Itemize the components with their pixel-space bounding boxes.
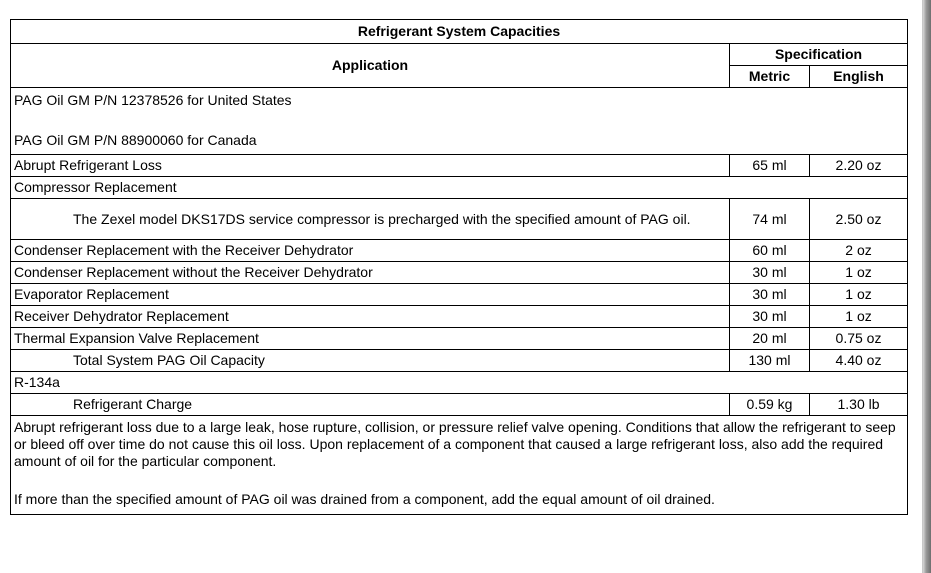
row-english: 2.20 oz [810, 155, 908, 177]
row-metric: 65 ml [730, 155, 810, 177]
pag-oil-canada: PAG Oil GM P/N 88900060 for Canada [14, 132, 257, 148]
table-title-row [11, 20, 908, 44]
metric-header: Metric [730, 66, 810, 88]
row-application: Thermal Expansion Valve Replacement [11, 328, 730, 350]
table-row [11, 262, 908, 284]
row-english: 2.50 oz [810, 199, 908, 240]
table-title: Refrigerant System Capacities [11, 20, 908, 44]
row-metric: 30 ml [730, 306, 810, 328]
row-application: Compressor Replacement [11, 177, 908, 199]
header-row [11, 44, 908, 66]
row-english: 2 oz [810, 240, 908, 262]
row-metric: 130 ml [730, 350, 810, 372]
table-row [11, 177, 908, 199]
row-application: Condenser Replacement with the Receiver Dehydrator [11, 240, 730, 262]
pag-oil-row [11, 88, 908, 155]
row-english: 1 oz [810, 306, 908, 328]
refrigerant-capacities-table [10, 19, 908, 515]
table-row [11, 394, 908, 416]
row-application: Evaporator Replacement [11, 284, 730, 306]
table-row [11, 284, 908, 306]
row-english: 1.30 lb [810, 394, 908, 416]
note-drained-oil: If more than the specified amount of PAG oil was drained from a component, add the equal amount of oil drained. [14, 491, 715, 507]
table-row [11, 328, 908, 350]
row-application: Total System PAG Oil Capacity [11, 350, 730, 372]
pag-oil-us: PAG Oil GM P/N 12378526 for United States [14, 92, 292, 108]
table-row [11, 350, 908, 372]
english-header: English [810, 66, 908, 88]
row-english: 4.40 oz [810, 350, 908, 372]
row-english: 0.75 oz [810, 328, 908, 350]
specification-header: Specification [730, 44, 908, 66]
notes-row [11, 416, 908, 515]
row-application: The Zexel model DKS17DS service compressor is precharged with the specified amount of PAG oil. [11, 199, 730, 240]
table-row [11, 306, 908, 328]
row-metric: 30 ml [730, 262, 810, 284]
table-row [11, 155, 908, 177]
table-row [11, 240, 908, 262]
notes-cell [11, 416, 908, 515]
pag-oil-part-numbers [11, 88, 908, 155]
row-metric: 0.59 kg [730, 394, 810, 416]
row-application: Condenser Replacement without the Receiver Dehydrator [11, 262, 730, 284]
row-metric: 20 ml [730, 328, 810, 350]
row-metric: 74 ml [730, 199, 810, 240]
row-metric: 60 ml [730, 240, 810, 262]
row-english: 1 oz [810, 284, 908, 306]
table-row [11, 199, 908, 240]
application-header: Application [11, 44, 730, 88]
row-application: Receiver Dehydrator Replacement [11, 306, 730, 328]
table-row [11, 372, 908, 394]
note-abrupt-loss: Abrupt refrigerant loss due to a large leak, hose rupture, collision, or pressure relief valve opening. Conditions that allow the refrigerant to seep or bleed off over time do not cause this oil loss. Upon replacement of a component that caused a large refrigerant loss, also add the required amount of oil for the particular component. [14, 419, 896, 469]
row-english: 1 oz [810, 262, 908, 284]
row-application: R-134a [11, 372, 908, 394]
row-application: Abrupt Refrigerant Loss [11, 155, 730, 177]
row-application: Refrigerant Charge [11, 394, 730, 416]
window-edge [923, 0, 931, 573]
row-metric: 30 ml [730, 284, 810, 306]
